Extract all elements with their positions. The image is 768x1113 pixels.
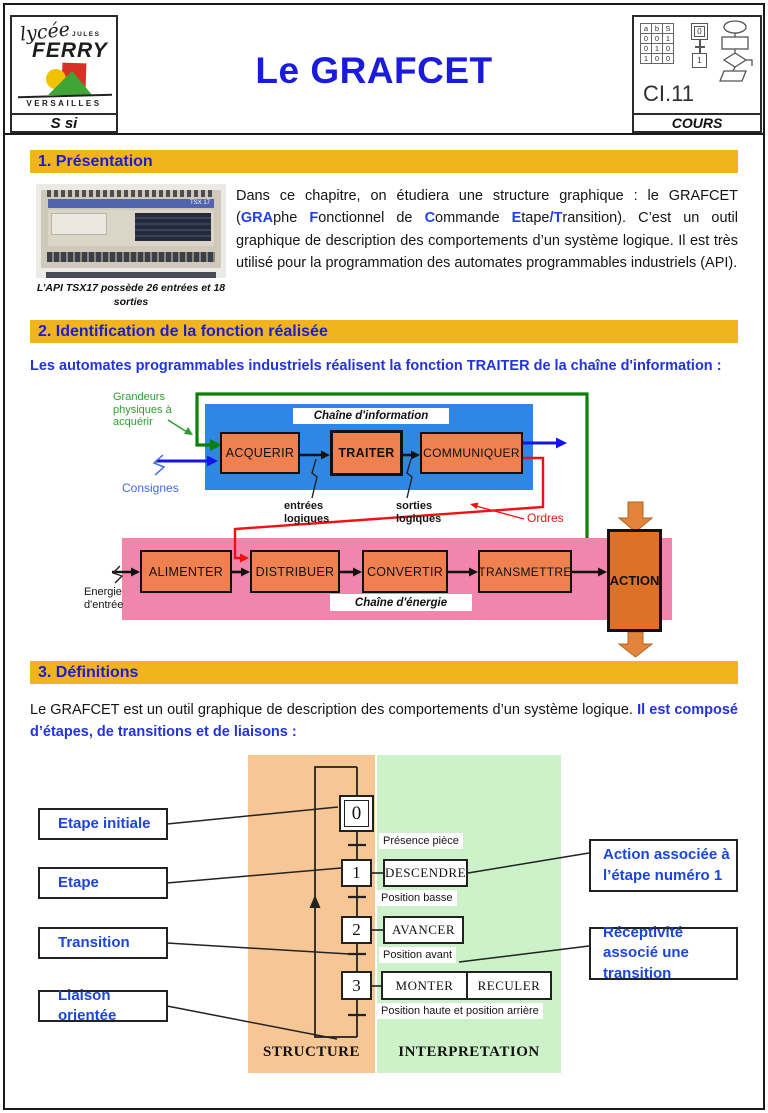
label-ordres: Ordres <box>527 511 564 525</box>
definition-text: Le GRAFCET est un outil graphique de description des comportements d’un système logique. <box>30 702 633 718</box>
truth-table-cell: 0 <box>641 44 652 54</box>
logo-ferry-text: FERRY <box>32 39 108 62</box>
plc-top-connectors <box>47 190 215 197</box>
reference-code: CI.11 <box>643 81 694 106</box>
interpretation-band <box>377 755 561 1073</box>
callout-etape: Etape <box>38 867 168 899</box>
truth-table-cell: 1 <box>663 34 674 44</box>
intro-highlight: E <box>511 210 522 227</box>
receptivity-presence-piece: Présence pièce <box>379 833 463 849</box>
mini-grafcet-step0 <box>691 23 708 40</box>
intro-text: phe <box>273 210 310 227</box>
step-3: 3 <box>341 971 372 1000</box>
information-chain-title: Chaîne d'information <box>293 408 449 424</box>
header-divider <box>5 133 763 135</box>
label-sorties-logiques: sorties logiques <box>396 500 442 525</box>
grafcet-structure-diagram <box>0 755 768 1085</box>
receptivity-position-basse: Position basse <box>377 890 457 906</box>
label-grandeurs-physiques: Grandeurs physiques à acquérir <box>113 391 172 429</box>
section2-heading-bar <box>30 320 738 343</box>
block-distribuer: DISTRIBUER <box>250 550 340 593</box>
step-0-number: 0 <box>344 800 369 827</box>
truth-table <box>640 23 674 64</box>
callout-etape-initiale: Etape initiale <box>38 808 168 840</box>
section1-heading: 1. Présentation <box>38 152 153 170</box>
definition-text-blue: Il est composé d’étapes, de transitions et de liaisons : <box>30 702 738 740</box>
section2-heading: 2. Identification de la fonction réalisée <box>38 322 328 340</box>
document-type: COURS <box>634 113 760 131</box>
receptivity-position-haute-arriere: Position haute et position arrière <box>377 1003 543 1019</box>
truth-table-cell: 0 <box>652 54 663 64</box>
truth-table-cell: 1 <box>652 44 663 54</box>
logo-city-text: VERSAILLES <box>26 99 102 108</box>
action-monter: MONTER <box>381 971 468 1000</box>
action-avancer: AVANCER <box>383 916 464 944</box>
callout-receptivite-associee: Réceptivité associé une transition <box>589 927 738 980</box>
class-label: S si <box>12 113 116 131</box>
action-reculer: RECULER <box>466 971 552 1000</box>
truth-table-cell: 0 <box>663 54 674 64</box>
plc-terminal-blocks <box>47 252 215 262</box>
logo-shapes <box>38 63 98 95</box>
block-convertir: CONVERTIR <box>362 550 448 593</box>
step-0-initial <box>339 795 374 832</box>
block-alimenter: ALIMENTER <box>140 550 232 593</box>
step-1: 1 <box>341 859 372 887</box>
truth-table-cell: a <box>641 24 652 34</box>
intro-text: ransition). C’est un outil graphique de description des comportements d’un système logique. Il est très utilisé pour la programmation des automates programmables industriels (API). <box>236 210 738 272</box>
page-title: Le GRAFCET <box>255 50 493 91</box>
logo-underline <box>18 94 112 98</box>
truth-table-cell: b <box>652 24 663 34</box>
mini-grafcet-transition <box>695 46 705 48</box>
section3-heading-bar <box>30 661 738 684</box>
intro-text: tape <box>521 210 550 227</box>
truth-table-cell: S <box>663 24 674 34</box>
action-descendre: DESCENDRE <box>383 859 468 887</box>
intro-highlight: GRA <box>240 210 274 227</box>
intro-highlight: C <box>424 210 436 227</box>
receptivity-position-avant: Position avant <box>379 947 456 963</box>
school-logo-box <box>10 15 118 133</box>
block-acquerir: ACQUERIR <box>220 432 300 474</box>
intro-paragraph <box>236 185 738 275</box>
function-chains-diagram <box>0 388 768 660</box>
callout-action-associee: Action associée à l’étape numéro 1 <box>589 839 738 892</box>
intro-text: onctionnel de <box>318 210 425 227</box>
truth-table-cell: 1 <box>641 54 652 64</box>
callout-transition: Transition <box>38 927 168 959</box>
plc-label-strip: TSX 17 <box>48 199 214 208</box>
step-2: 2 <box>341 916 372 944</box>
callout-liaison-orientee: Liaison orientée <box>38 990 168 1022</box>
intro-highlight: F <box>309 210 319 227</box>
truth-table-cell: 0 <box>652 34 663 44</box>
block-traiter: TRAITER <box>330 430 403 476</box>
flowchart-icon <box>714 20 756 82</box>
section2-lead: Les automates programmables industriels réalisent la fonction TRAITER de la chaîne d'information : <box>30 358 722 374</box>
label-energie-entree: Energie d'entrée <box>84 586 124 611</box>
intro-highlight: /T <box>549 210 563 227</box>
interpretation-column-label: INTERPRETATION <box>398 1044 540 1060</box>
definition-paragraph <box>30 700 738 744</box>
structure-column-label: STRUCTURE <box>262 1044 361 1060</box>
logo-script-text: lycée <box>18 18 71 46</box>
label-consignes: Consignes <box>122 481 179 495</box>
energy-chain-title: Chaîne d'énergie <box>330 594 472 611</box>
plc-sticker <box>51 213 107 235</box>
section3-heading: 3. Définitions <box>38 663 139 681</box>
intro-text: Dans ce chapitre, on étudiera une structure graphique : le GRAFCET ( <box>236 188 738 227</box>
plc-body <box>41 190 221 268</box>
label-entrees-logiques: entrées logiques <box>284 500 330 525</box>
plc-caption: L’API TSX17 possède 26 entrées et 18 sorties <box>36 282 226 308</box>
block-action: ACTION <box>607 529 662 632</box>
truth-table-cell: 0 <box>641 34 652 44</box>
header-reference-box <box>632 15 762 133</box>
truth-table-cell: 0 <box>663 44 674 54</box>
mini-grafcet-step1: 1 <box>692 53 707 68</box>
plc-display <box>135 213 211 241</box>
block-transmettre: TRANSMETTRE <box>478 550 572 593</box>
plc-front-panel <box>48 210 214 246</box>
intro-text: ommande <box>435 210 512 227</box>
plc-photo <box>36 184 226 278</box>
plc-base <box>46 272 216 278</box>
block-communiquer: COMMUNIQUER <box>420 432 523 474</box>
mini-grafcet-step0-number: 0 <box>694 26 705 37</box>
section1-heading-bar <box>30 150 738 173</box>
logo-jules-text: JULES <box>72 31 101 38</box>
